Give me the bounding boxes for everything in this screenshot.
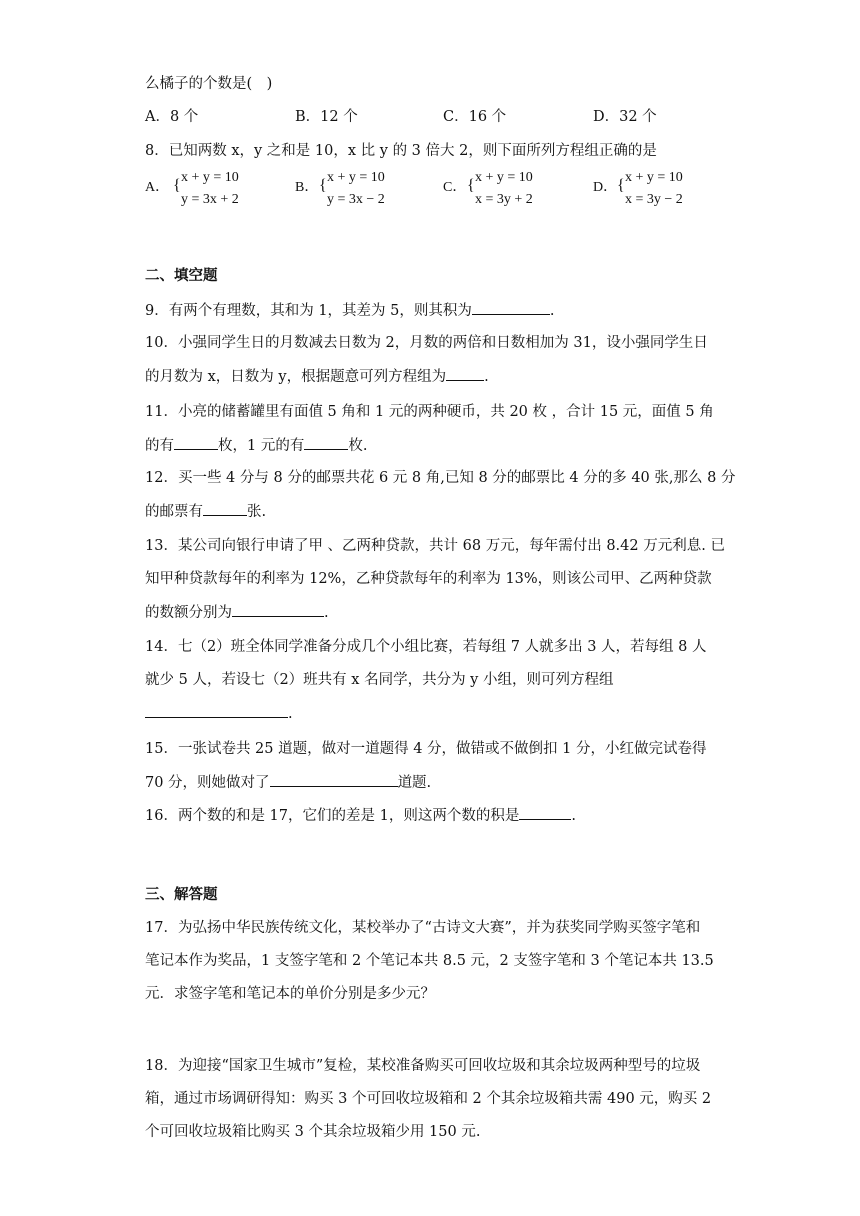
q10-line2 bbox=[145, 366, 489, 387]
q17-line1: 17．为弘扬中华民族传统文化，某校举办了“古诗文大赛”，并为获奖同学购买签字笔和 bbox=[145, 920, 701, 936]
q13-end: . bbox=[324, 605, 329, 621]
q8-option-a-label: A． bbox=[145, 180, 170, 195]
q13-line1: 13．某公司向银行申请了甲 、乙两种贷款，共计 68 万元，每年需付出 8.42 万元利息. 已 bbox=[145, 538, 725, 554]
q10-end: . bbox=[484, 369, 489, 385]
brace-icon: { bbox=[467, 177, 475, 194]
q13-line3 bbox=[145, 602, 329, 623]
q12-line1: 12．买一些 4 分与 8 分的邮票共花 6 元 8 角,已知 8 分的邮票比 4 分的多 40 张,那么 8 分 bbox=[145, 470, 736, 486]
q18-line1: 18．为迎接“国家卫生城市”复检，某校准备购买可回收垃圾和其余垃圾两种型号的垃圾 bbox=[145, 1058, 701, 1074]
q18-line2: 箱，通过市场调研得知：购买 3 个可回收垃圾箱和 2 个其余垃圾箱共需 490 元，购买 2 bbox=[145, 1091, 712, 1107]
q9 bbox=[145, 300, 555, 321]
q8-option-a-eq2: y = 3x + 2 bbox=[181, 192, 239, 207]
q7-option-c: C．16 个 bbox=[443, 109, 507, 125]
q8-option-d-eq1: x + y = 10 bbox=[625, 170, 683, 185]
answer-blank[interactable] bbox=[270, 772, 398, 787]
q15-text: 70 分，则她做对了 bbox=[145, 775, 270, 791]
q8-option-a-eq1: x + y = 10 bbox=[181, 170, 239, 185]
answer-blank[interactable] bbox=[145, 703, 288, 718]
q7-option-d: D．32 个 bbox=[593, 109, 657, 125]
answer-blank[interactable] bbox=[203, 501, 247, 516]
q8-option-c bbox=[443, 168, 563, 212]
section-heading-solve: 三、解答题 bbox=[145, 887, 218, 903]
brace-icon: { bbox=[617, 177, 625, 194]
q12-text: 的邮票有 bbox=[145, 504, 203, 520]
answer-blank[interactable] bbox=[519, 805, 571, 820]
q12-end: 张. bbox=[247, 504, 267, 520]
q7-option-a: A．8 个 bbox=[145, 109, 199, 125]
q11-line1: 11．小亮的储蓄罐里有面值 5 角和 1 元的两种硬币，共 20 枚 ，合计 15 元，面值 5 角 bbox=[145, 404, 714, 420]
q11-line2 bbox=[145, 435, 367, 456]
q15-line1: 15．一张试卷共 25 道题，做对一道题得 4 分，做错或不做倒扣 1 分，小红做完试卷得 bbox=[145, 741, 707, 757]
q14-end: . bbox=[288, 706, 293, 722]
q9-text: 9．有两个有理数，其和为 1，其差为 5，则其积为 bbox=[145, 303, 472, 319]
q8-option-b-eq1: x + y = 10 bbox=[327, 170, 385, 185]
q18-line3: 个可回收垃圾箱比购买 3 个其余垃圾箱少用 150 元. bbox=[145, 1124, 481, 1140]
q16-text: 16．两个数的和是 17，它们的差是 1，则这两个数的积是 bbox=[145, 808, 520, 824]
q8-option-b-eq2: y = 3x − 2 bbox=[327, 192, 385, 207]
answer-blank[interactable] bbox=[232, 602, 324, 617]
q10-line1: 10．小强同学生日的月数减去日数为 2，月数的两倍和日数相加为 31，设小强同学生日 bbox=[145, 335, 708, 351]
q8-stem: 8．已知两数 x，y 之和是 10，x 比 y 的 3 倍大 2，则下面所列方程组正确的是 bbox=[145, 143, 657, 159]
q8-option-a bbox=[145, 168, 265, 212]
answer-blank[interactable] bbox=[174, 435, 218, 450]
answer-blank[interactable] bbox=[472, 300, 550, 315]
q8-option-d-label: D． bbox=[593, 180, 618, 195]
q9-end: . bbox=[549, 303, 555, 319]
answer-blank[interactable] bbox=[304, 435, 348, 450]
q8-option-c-eq2: x = 3y + 2 bbox=[475, 192, 533, 207]
q14-line2: 就少 5 人，若设七（2）班共有 x 名同学，共分为 y 小组，则可列方程组 bbox=[145, 672, 614, 688]
q12-line2 bbox=[145, 501, 266, 522]
q16 bbox=[145, 805, 576, 826]
q8-option-d-eq2: x = 3y − 2 bbox=[625, 192, 683, 207]
q8-option-b-label: B． bbox=[295, 180, 319, 195]
q16-end: . bbox=[571, 808, 576, 824]
q7-stem-continuation: 么橘子的个数是( ) bbox=[145, 76, 273, 92]
q17-line2: 笔记本作为奖品，1 支签字笔和 2 个笔记本共 8.5 元，2 支签字笔和 3 个笔记本共 13.5 bbox=[145, 953, 714, 969]
section-heading-fill-in: 二、填空题 bbox=[145, 268, 218, 284]
q11-text-b: 枚，1 元的有 bbox=[218, 438, 305, 454]
q14-line3 bbox=[145, 703, 293, 724]
q13-text: 的数额分别为 bbox=[145, 605, 232, 621]
q15-line2 bbox=[145, 772, 431, 793]
answer-blank[interactable] bbox=[446, 366, 484, 381]
q17-line3: 元．求签字笔和笔记本的单价分别是多少元？ bbox=[145, 986, 435, 1002]
brace-icon: { bbox=[173, 177, 181, 194]
brace-icon: { bbox=[319, 177, 327, 194]
q8-option-c-eq1: x + y = 10 bbox=[475, 170, 533, 185]
q14-line1: 14．七（2）班全体同学准备分成几个小组比赛，若每组 7 人就多出 3 人，若每组 8 人 bbox=[145, 639, 707, 655]
q8-option-d bbox=[593, 168, 713, 212]
q15-end: 道题. bbox=[397, 775, 432, 791]
q7-option-b: B．12 个 bbox=[295, 109, 358, 125]
q11-text-a: 的有 bbox=[145, 438, 174, 454]
q8-option-c-label: C． bbox=[443, 180, 467, 195]
q13-line2: 知甲种贷款每年的利率为 12%，乙种贷款每年的利率为 13%，则该公司甲、乙两种贷款 bbox=[145, 571, 712, 587]
q8-option-b bbox=[295, 168, 415, 212]
q11-end: 枚. bbox=[348, 438, 368, 454]
q10-text: 的月数为 x，日数为 y，根据题意可列方程组为 bbox=[145, 369, 447, 385]
